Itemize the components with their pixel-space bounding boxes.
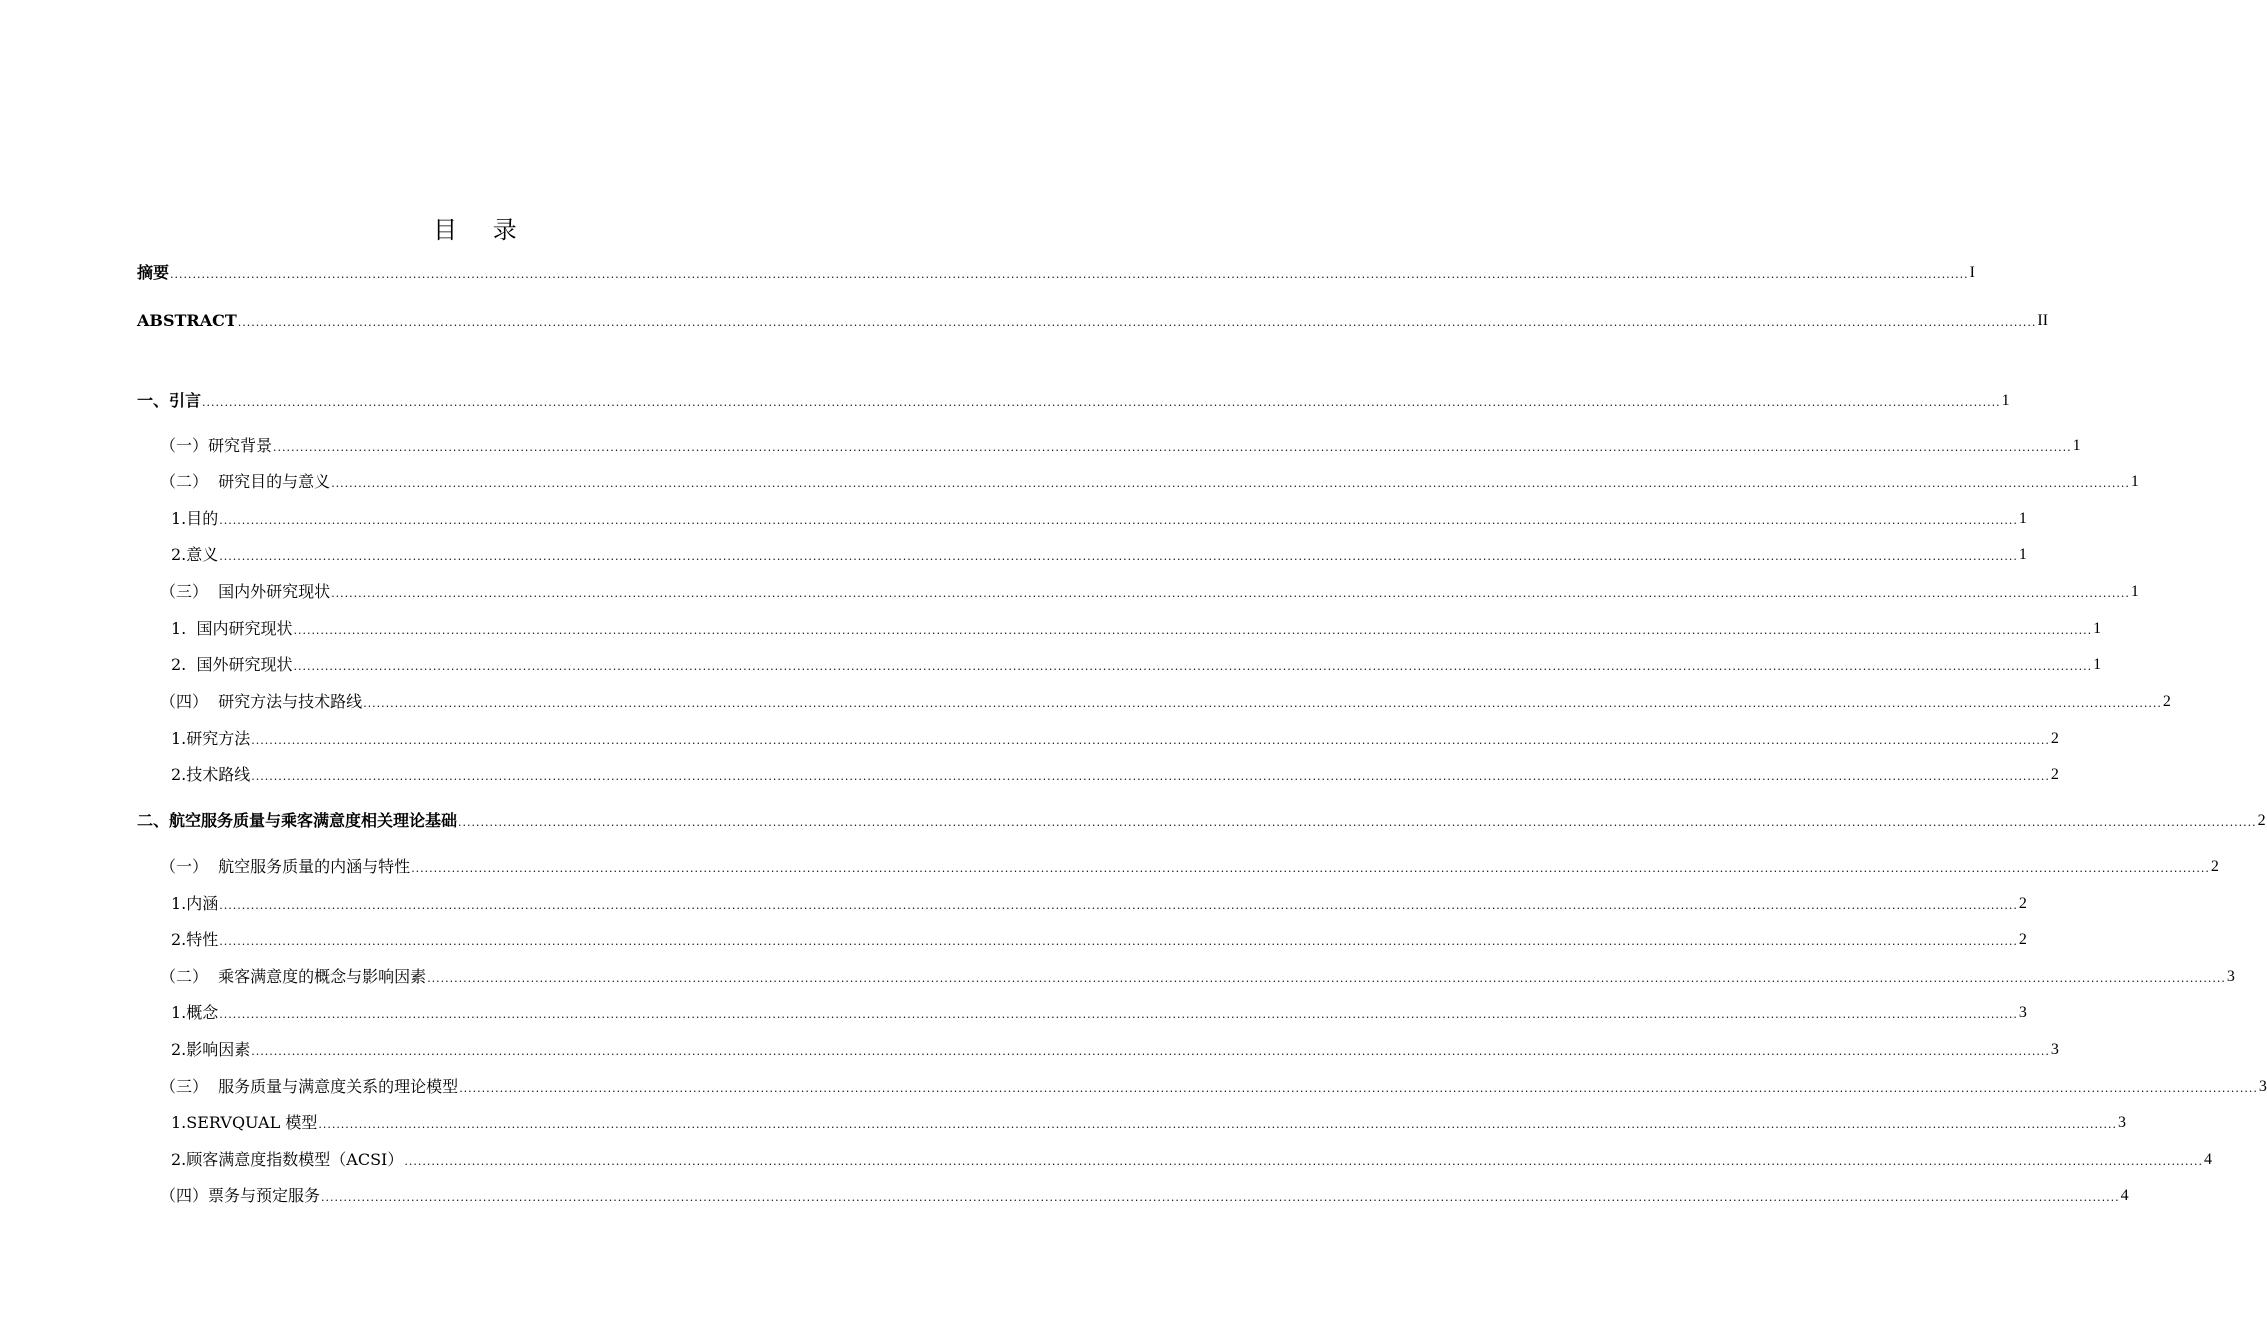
- toc-entry-page-number: 2: [2257, 812, 2266, 829]
- toc-entry[interactable]: [137, 261, 1975, 283]
- toc-entry[interactable]: [171, 1038, 2059, 1060]
- toc-dot-leader: ................................................................................................................................................................................................................................................................................................................................................................................................................: [219, 1008, 2018, 1021]
- toc-entry-label: （四） 研究方法与技术路线: [160, 692, 363, 711]
- toc-entry-label: 2.影响因素: [171, 1040, 251, 1059]
- toc-entry[interactable]: [171, 1148, 2212, 1170]
- toc-entry[interactable]: [171, 543, 2027, 565]
- toc-entry-label: （三） 国内外研究现状: [160, 582, 331, 601]
- toc-entry-page-number: 4: [2204, 1151, 2212, 1168]
- toc-dot-leader: ................................................................................................................................................................................................................................................................................................................................................................................................................: [321, 1191, 2120, 1204]
- toc-dot-leader: ................................................................................................................................................................................................................................................................................................................................................................................................................: [459, 1082, 2258, 1095]
- toc-entry-page-number: 3: [2018, 1004, 2027, 1021]
- toc-entry-label: 1.SERVQUAL 模型: [171, 1113, 318, 1132]
- toc-entry-label: 摘要: [137, 263, 170, 282]
- toc-entry[interactable]: [160, 470, 2139, 492]
- toc-dot-leader: ................................................................................................................................................................................................................................................................................................................................................................................................................: [458, 816, 2257, 829]
- toc-entry-label: 1.研究方法: [171, 729, 251, 748]
- toc-entry[interactable]: [171, 892, 2027, 914]
- toc-entry[interactable]: [160, 1075, 2267, 1097]
- toc-dot-leader: ................................................................................................................................................................................................................................................................................................................................................................................................................: [251, 1045, 2050, 1058]
- toc-dot-leader: ................................................................................................................................................................................................................................................................................................................................................................................................................: [293, 624, 2093, 637]
- toc-entry[interactable]: [137, 309, 2049, 331]
- toc-entry-page-number: 1: [2130, 473, 2139, 490]
- toc-dot-leader: ................................................................................................................................................................................................................................................................................................................................................................................................................: [411, 862, 2210, 875]
- toc-entry-label: 二、航空服务质量与乘客满意度相关理论基础: [137, 811, 458, 830]
- toc-dot-leader: ................................................................................................................................................................................................................................................................................................................................................................................................................: [404, 1155, 2203, 1168]
- toc-entry-page-number: 1: [2093, 620, 2102, 637]
- toc-entry-page-number: 1: [2018, 510, 2027, 527]
- toc-entry-label: 1.目的: [171, 509, 219, 528]
- toc-entry[interactable]: [137, 809, 2266, 831]
- toc-entry-label: 1. 国内研究现状: [171, 619, 293, 638]
- toc-entry[interactable]: [171, 653, 2102, 675]
- toc-entry-page-number: 3: [2258, 1078, 2267, 1095]
- toc-entry-page-number: 3: [2226, 968, 2235, 985]
- toc-entry-label: ABSTRACT: [137, 311, 237, 330]
- toc-entry-page-number: 1: [2130, 583, 2139, 600]
- toc-dot-leader: ................................................................................................................................................................................................................................................................................................................................................................................................................: [202, 396, 2001, 409]
- toc-entry[interactable]: [160, 965, 2235, 987]
- toc-entry[interactable]: [160, 434, 2081, 456]
- toc-entry-label: 2.意义: [171, 545, 219, 564]
- toc-entry-label: 1.内涵: [171, 894, 219, 913]
- toc-entry[interactable]: [171, 763, 2059, 785]
- toc-entry-page-number: 2: [2162, 693, 2171, 710]
- toc-entry-page-number: 4: [2120, 1187, 2129, 1204]
- toc-entry[interactable]: [160, 580, 2139, 602]
- toc-dot-leader: ................................................................................................................................................................................................................................................................................................................................................................................................................: [293, 660, 2093, 673]
- toc-dot-leader: ................................................................................................................................................................................................................................................................................................................................................................................................................: [251, 734, 2050, 747]
- toc-dot-leader: ................................................................................................................................................................................................................................................................................................................................................................................................................: [219, 899, 2018, 912]
- toc-dot-leader: ................................................................................................................................................................................................................................................................................................................................................................................................................: [219, 935, 2018, 948]
- toc-entry-label: （二） 研究目的与意义: [160, 472, 331, 491]
- toc-entry-label: （四）票务与预定服务: [160, 1186, 321, 1205]
- toc-entry-label: 2.特性: [171, 930, 219, 949]
- toc-dot-leader: ................................................................................................................................................................................................................................................................................................................................................................................................................: [318, 1118, 2117, 1131]
- toc-dot-leader: ................................................................................................................................................................................................................................................................................................................................................................................................................: [237, 316, 2037, 329]
- toc-dot-leader: ................................................................................................................................................................................................................................................................................................................................................................................................................: [273, 441, 2072, 454]
- toc-entry[interactable]: [160, 855, 2219, 877]
- toc-dot-leader: ................................................................................................................................................................................................................................................................................................................................................................................................................: [331, 477, 2130, 490]
- toc-entry-label: 2.顾客满意度指数模型（ACSI）: [171, 1150, 404, 1169]
- toc-entry-label: （三） 服务质量与满意度关系的理论模型: [160, 1077, 459, 1096]
- toc-title: 目 录: [433, 216, 531, 244]
- toc-dot-leader: ................................................................................................................................................................................................................................................................................................................................................................................................................: [331, 587, 2130, 600]
- toc-entry-page-number: 1: [2072, 437, 2081, 454]
- toc-dot-leader: ................................................................................................................................................................................................................................................................................................................................................................................................................: [251, 770, 2050, 783]
- toc-entry-page-number: 1: [2093, 656, 2102, 673]
- toc-entry[interactable]: [137, 389, 2010, 411]
- toc-entry-page-number: I: [1969, 264, 1975, 281]
- toc-entry-page-number: 3: [2117, 1114, 2126, 1131]
- toc-entry-label: 2. 国外研究现状: [171, 655, 293, 674]
- toc-entry-page-number: II: [2037, 312, 2049, 329]
- toc-entry[interactable]: [160, 690, 2171, 712]
- toc-dot-leader: ................................................................................................................................................................................................................................................................................................................................................................................................................: [219, 550, 2018, 563]
- toc-entry[interactable]: [171, 617, 2102, 639]
- toc-entry-page-number: 3: [2050, 1041, 2059, 1058]
- toc-entry-page-number: 2: [2050, 730, 2059, 747]
- toc-entry-label: （二） 乘客满意度的概念与影响因素: [160, 967, 427, 986]
- toc-entry-label: （一）研究背景: [160, 436, 273, 455]
- toc-entry-page-number: 1: [2018, 546, 2027, 563]
- toc-dot-leader: ................................................................................................................................................................................................................................................................................................................................................................................................................: [363, 697, 2162, 710]
- toc-entry[interactable]: [171, 928, 2027, 950]
- toc-dot-leader: ................................................................................................................................................................................................................................................................................................................................................................................................................: [170, 268, 1969, 281]
- toc-entry[interactable]: [171, 1001, 2027, 1023]
- toc-entry-label: 一、引言: [137, 391, 202, 410]
- toc-entry[interactable]: [171, 727, 2059, 749]
- toc-entry-page-number: 2: [2050, 766, 2059, 783]
- toc-dot-leader: ................................................................................................................................................................................................................................................................................................................................................................................................................: [219, 514, 2018, 527]
- toc-entry-label: （一） 航空服务质量的内涵与特性: [160, 857, 411, 876]
- toc-entry-page-number: 2: [2210, 858, 2219, 875]
- toc-entry[interactable]: [160, 1184, 2129, 1206]
- toc-entry-label: 1.概念: [171, 1003, 219, 1022]
- toc-entry[interactable]: [171, 507, 2027, 529]
- toc-entry-page-number: 2: [2018, 895, 2027, 912]
- toc-entry-label: 2.技术路线: [171, 765, 251, 784]
- toc-entry-page-number: 2: [2018, 931, 2027, 948]
- toc-entry[interactable]: [171, 1111, 2126, 1133]
- toc-entry-page-number: 1: [2001, 392, 2010, 409]
- toc-dot-leader: ................................................................................................................................................................................................................................................................................................................................................................................................................: [427, 972, 2226, 985]
